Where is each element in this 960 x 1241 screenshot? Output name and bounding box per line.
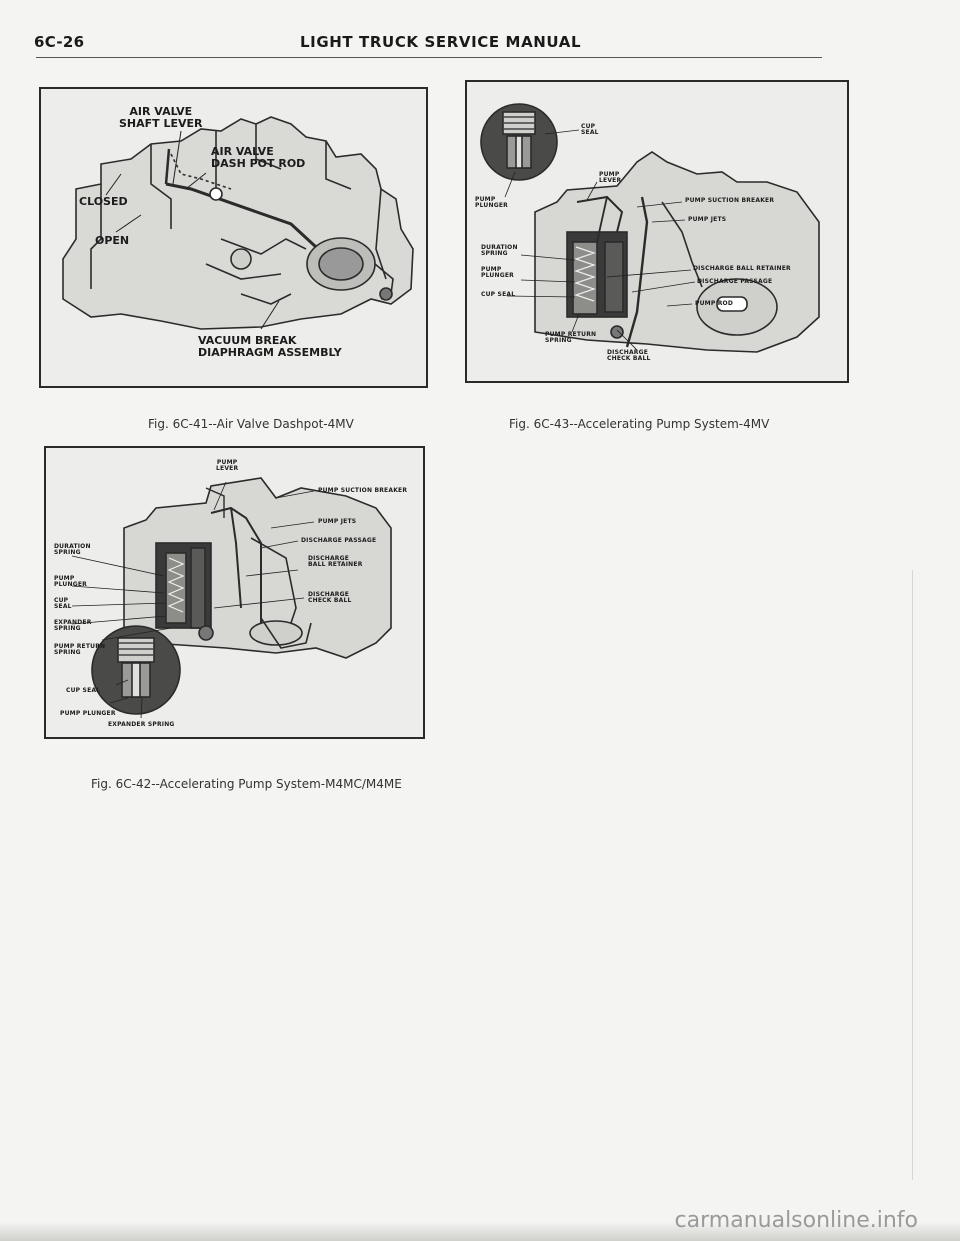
label-cup-seal-top	[581, 124, 599, 137]
label-line: LEVER	[216, 465, 239, 473]
label-line: PUMP RETURN	[54, 643, 106, 650]
label-line: PUMP JETS	[318, 518, 357, 525]
label-line: PUMP ROD	[695, 300, 734, 307]
label-line: VACUUM BREAK	[198, 334, 297, 347]
figure-caption: Fig. 6C-42--Accelerating Pump System-M4MC/M4ME	[91, 777, 402, 791]
figure-accelerating-pump-4mv	[465, 80, 849, 383]
figure-accelerating-pump-m4mc	[44, 446, 425, 739]
label-line: DISCHARGE PASSAGE	[301, 537, 377, 544]
label-pump-jets	[688, 217, 726, 223]
label-line: PUMP JETS	[688, 216, 727, 223]
label-discharge-ball-retainer	[693, 266, 791, 272]
label-line: SPRING	[54, 549, 81, 557]
figure-air-valve-dashpot	[39, 87, 428, 388]
label-line: PUMP PLUNGER	[60, 710, 116, 717]
label-cup-seal	[481, 292, 515, 298]
label-discharge-passage	[301, 538, 376, 544]
label-line: PUMP	[599, 171, 620, 178]
label-pump-suction-breaker	[685, 198, 774, 204]
label-line: SPRING	[481, 250, 508, 258]
label-line: OPEN	[95, 234, 130, 247]
label-pump-return-spring	[545, 332, 596, 345]
label-inset-cup-seal	[66, 688, 100, 694]
page-edge	[912, 570, 913, 1180]
label-line: DISCHARGE BALL RETAINER	[693, 265, 791, 272]
label-line: AIR VALVE	[129, 105, 193, 118]
label-pump-lever	[599, 172, 621, 185]
label-closed	[79, 196, 128, 208]
label-inset-pump-plunger	[60, 711, 116, 717]
label-line: CUP SEAL	[66, 687, 101, 694]
label-line: PLUNGER	[481, 272, 514, 280]
label-line: PUMP RETURN	[545, 331, 597, 338]
label-line: SEAL	[54, 603, 72, 611]
label-line: PUMP SUCTION BREAKER	[685, 197, 775, 204]
label-discharge-passage	[697, 279, 772, 285]
figure-caption: Fig. 6C-43--Accelerating Pump System-4MV	[509, 417, 770, 431]
label-line: CLOSED	[79, 195, 128, 208]
label-discharge-check-ball	[308, 592, 352, 605]
label-line: PUMP	[54, 575, 75, 582]
page-title: LIGHT TRUCK SERVICE MANUAL	[300, 33, 582, 51]
label-pump-return-spring	[54, 644, 105, 657]
label-pump-lever	[216, 460, 238, 473]
label-line: SEAL	[581, 129, 599, 137]
label-line: SPRING	[54, 625, 81, 633]
label-line: DISCHARGE PASSAGE	[697, 278, 773, 285]
label-line: CUP	[581, 123, 596, 130]
label-line: SHAFT LEVER	[119, 116, 203, 130]
label-open	[95, 235, 129, 247]
label-pump-suction-breaker	[318, 488, 407, 494]
page-number: 6C-26	[34, 33, 85, 51]
label-line: PUMP	[216, 459, 238, 466]
label-line: PLUNGER	[54, 581, 87, 589]
label-line: AIR VALVE	[211, 145, 274, 158]
label-line: DURATION	[481, 244, 518, 251]
label-line: EXPANDER	[54, 619, 92, 626]
label-cup-seal	[54, 598, 72, 611]
label-line: DISCHARGE	[308, 555, 350, 562]
label-line: CUP	[54, 597, 69, 604]
label-line: DURATION	[54, 543, 91, 550]
label-discharge-check-ball	[607, 350, 651, 363]
label-line: PUMP	[481, 266, 502, 273]
label-line: DISCHARGE	[308, 591, 350, 598]
label-duration-spring	[481, 245, 518, 258]
label-line: SPRING	[54, 649, 81, 657]
label-line: SPRING	[545, 337, 572, 345]
label-air-valve-shaft-lever	[119, 106, 203, 129]
header-rule	[36, 57, 822, 58]
label-line: CHECK BALL	[308, 597, 352, 605]
label-line: EXPANDER SPRING	[108, 721, 175, 728]
label-pump-jets	[318, 519, 356, 525]
accelerating-pump-4mv-illustration	[467, 82, 847, 381]
label-line: LEVER	[599, 177, 622, 185]
label-pump-plunger	[481, 267, 514, 280]
label-line: DASH POT ROD	[211, 156, 306, 170]
label-line: CHECK BALL	[607, 355, 651, 363]
label-pump-rod	[695, 301, 733, 307]
label-line: DIAPHRAGM ASSEMBLY	[198, 345, 342, 359]
label-air-valve-dash-pot-rod	[211, 146, 305, 169]
label-pump-plunger	[54, 576, 87, 589]
label-line: PUMP	[475, 196, 496, 203]
label-line: DISCHARGE	[607, 349, 649, 356]
label-vacuum-break	[198, 335, 342, 358]
label-duration-spring	[54, 544, 91, 557]
label-discharge-ball-retainer	[308, 556, 363, 569]
label-expander-spring	[54, 620, 92, 633]
label-line: CUP SEAL	[481, 291, 516, 298]
label-pump-plunger-inset	[475, 197, 508, 210]
watermark: carmanualsonline.info	[674, 1208, 918, 1233]
label-line: PLUNGER	[475, 202, 508, 210]
figure-caption: Fig. 6C-41--Air Valve Dashpot-4MV	[148, 417, 354, 431]
label-inset-expander-spring	[108, 722, 175, 728]
label-line: PUMP SUCTION BREAKER	[318, 487, 408, 494]
label-line: BALL RETAINER	[308, 561, 363, 569]
